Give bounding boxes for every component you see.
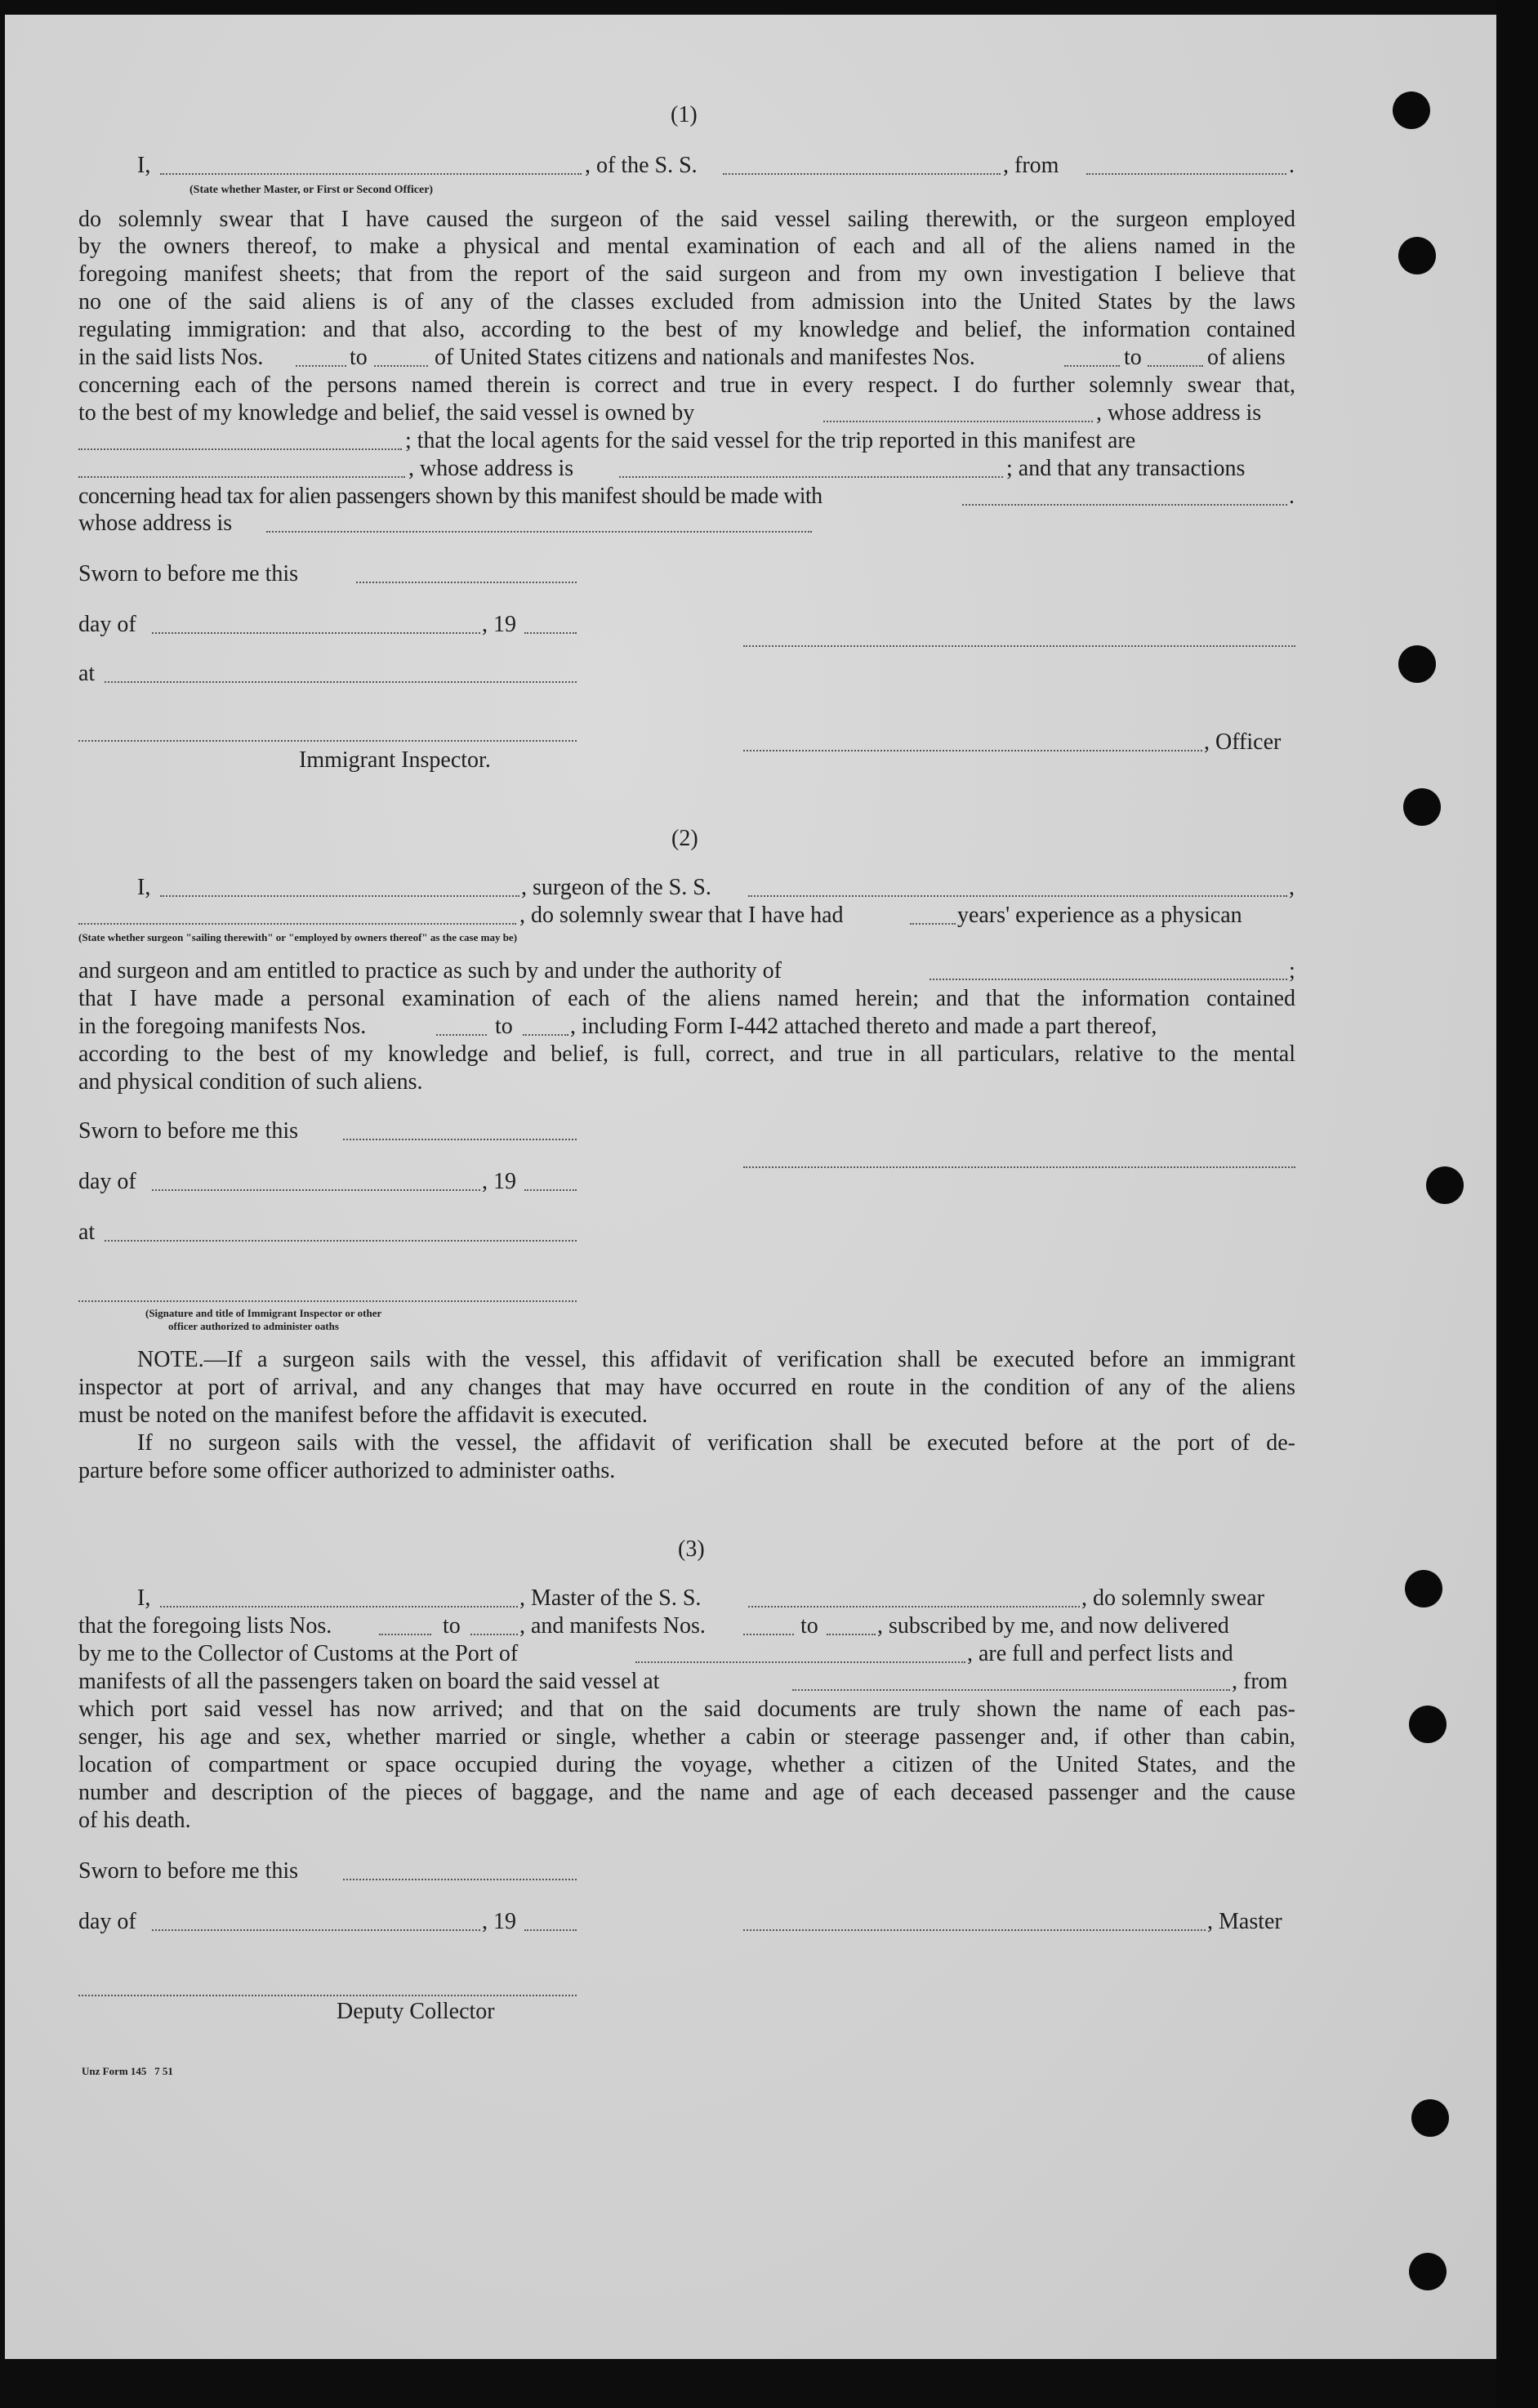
label-form-i442: , including Form I-442 attached thereto and made a part thereof,	[570, 1014, 1157, 1039]
label-local-agents: ; that the local agents for the said vessel for the trip reported in this manifest are	[405, 428, 1136, 453]
label-day-of: day of	[78, 1909, 136, 1934]
label-deputy-collector: Deputy Collector	[337, 1999, 495, 2024]
day-of-field[interactable]	[152, 1189, 480, 1191]
label-sworn: Sworn to before me this	[78, 1858, 299, 1884]
surgeon-manifests-from-field[interactable]	[436, 1034, 487, 1036]
label-year: , 19	[482, 1169, 516, 1194]
label-to: to	[443, 1613, 461, 1639]
owner-field[interactable]	[823, 421, 1093, 422]
signature-note: officer authorized to administer oaths	[168, 1320, 339, 1332]
surgeon-note: (State whether surgeon "sailing therewith" or "employed by owners thereof" as the case may be)	[78, 931, 518, 943]
manifests-to-field[interactable]	[827, 1634, 876, 1635]
officer-signature-top-line[interactable]	[743, 645, 1295, 647]
label-transactions: ; and that any transactions	[1006, 456, 1246, 481]
label-master: , Master	[1207, 1909, 1282, 1934]
year-field[interactable]	[524, 632, 577, 634]
label-day-of: day of	[78, 612, 136, 637]
label-day-of: day of	[78, 1169, 136, 1194]
para-line: that I have made a personal examination of each of the aliens named herein; and that the information contained	[78, 986, 1295, 1011]
master-name-field[interactable]	[160, 1606, 518, 1608]
sworn-date-field[interactable]	[356, 582, 577, 583]
label-master-ss: , Master of the S. S.	[519, 1585, 702, 1611]
administering-officer-signature-field[interactable]	[78, 1300, 577, 1302]
punch-hole	[1409, 1706, 1447, 1743]
manifests-from-field[interactable]	[1064, 365, 1120, 367]
label-head-tax: concerning head tax for alien passengers shown by this manifest should be made with	[78, 484, 822, 509]
sworn-date-field[interactable]	[343, 1879, 577, 1880]
year-field[interactable]	[524, 1189, 577, 1191]
punch-hole	[1398, 237, 1436, 274]
punch-hole	[1411, 2099, 1449, 2137]
form-identifier: Unz Form 145 7 51	[82, 2065, 173, 2077]
label-year: , 19	[482, 612, 516, 637]
label-years-experience: years' experience as a physican	[957, 903, 1242, 928]
label-sworn: Sworn to before me this	[78, 561, 299, 586]
para-line: and physical condition of such aliens.	[78, 1069, 423, 1095]
label-whose-address-3: whose address is	[78, 511, 233, 536]
para-line: which port said vessel has now arrived; and that on the said documents are truly shown the name of each pas-	[78, 1697, 1295, 1722]
label-of-ss: , of the S. S.	[585, 153, 698, 178]
semicolon: ;	[1289, 958, 1295, 983]
at-field[interactable]	[105, 681, 577, 683]
owner-address-field[interactable]	[78, 448, 402, 450]
section-3-heading: (3)	[678, 1536, 705, 1562]
note-line: must be noted on the manifest before the affidavit is executed.	[78, 1402, 648, 1428]
label-i: I,	[137, 875, 151, 900]
label-solemnly-swear: , do solemnly swear	[1081, 1585, 1264, 1611]
authority-field[interactable]	[929, 979, 1287, 980]
punch-hole	[1405, 1570, 1442, 1608]
from-port-field[interactable]	[1086, 173, 1286, 175]
label-sworn: Sworn to before me this	[78, 1118, 299, 1144]
label-owned-by: to the best of my knowledge and belief, the said vessel is owned by	[78, 400, 695, 426]
para-line: number and description of the pieces of baggage, and the name and age of each deceased passenger and the cause	[78, 1780, 1295, 1805]
surgeon-vessel-field[interactable]	[748, 895, 1287, 897]
label-whose-address-2: , whose address is	[408, 456, 574, 481]
note-line: NOTE.—If a surgeon sails with the vessel, this affidavit of verification shall be executed before an immigrant	[137, 1347, 1295, 1372]
punch-hole	[1409, 2253, 1447, 2290]
scan-edge	[1496, 0, 1538, 2408]
officer-note: (State whether Master, or First or Second Officer)	[189, 184, 434, 196]
lists-to-field[interactable]	[374, 365, 428, 367]
punch-hole	[1398, 645, 1436, 683]
para-line: foregoing manifest sheets; that from the report of the said surgeon and from my own investigation I believe that	[78, 261, 1295, 287]
inspector-signature-field[interactable]	[78, 740, 577, 742]
para-line: senger, his age and sex, whether married or single, whether a cabin or steerage passenger and, if other than cabin,	[78, 1724, 1295, 1750]
para-line: location of compartment or space occupied during the voyage, whether a citizen of the United States, and the	[78, 1752, 1295, 1777]
surgeon-signature-field[interactable]	[743, 1166, 1295, 1168]
label-to: to	[495, 1014, 513, 1039]
port-field[interactable]	[635, 1661, 965, 1663]
head-tax-address-field[interactable]	[266, 531, 812, 533]
label-at: at	[78, 1220, 96, 1245]
para-line: concerning each of the persons named therein is correct and true in every respect. I do further solemnly swear that,	[78, 372, 1295, 398]
para-line: regulating immigration: and that also, according to the best of my knowledge and belief, the information contained	[78, 317, 1295, 342]
para-line: no one of the said aliens is of any of the classes excluded from admission into the United States by the laws	[78, 289, 1295, 314]
surgeon-status-field[interactable]	[78, 923, 516, 925]
vessel-name-field[interactable]	[723, 173, 1001, 175]
para-line: of his death.	[78, 1808, 191, 1833]
agents-address-field[interactable]	[619, 476, 1003, 478]
sworn-date-field[interactable]	[343, 1139, 577, 1140]
label-to: to	[800, 1613, 818, 1639]
lists-to-field[interactable]	[470, 1634, 518, 1635]
label-citizens-manifests: of United States citizens and nationals and manifestes Nos.	[435, 345, 975, 370]
label-collector-port: by me to the Collector of Customs at the Port of	[78, 1641, 519, 1666]
note-line: If no surgeon sails with the vessel, the affidavit of verification shall be executed before at the port of de-	[137, 1430, 1295, 1456]
collector-signature-field[interactable]	[78, 1995, 577, 1996]
label-i: I,	[137, 153, 151, 178]
period: .	[1289, 484, 1295, 509]
period: .	[1289, 153, 1295, 178]
comma: ,	[1289, 875, 1295, 900]
master-signature-field[interactable]	[743, 1929, 1206, 1931]
officer-name-field[interactable]	[160, 173, 582, 175]
head-tax-field[interactable]	[962, 504, 1287, 506]
para-line: do solemnly swear that I have caused the surgeon of the said vessel sailing therewith, or the surgeon employed	[78, 207, 1295, 232]
label-i: I,	[137, 1585, 151, 1611]
para-line: according to the best of my knowledge and belief, is full, correct, and true in all particulars, relative to the mental	[78, 1041, 1295, 1067]
label-whose-address: , whose address is	[1096, 400, 1262, 426]
label-authority: and surgeon and am entitled to practice as such by and under the authority of	[78, 958, 782, 983]
surgeon-manifests-to-field[interactable]	[523, 1034, 568, 1036]
signature-note: (Signature and title of Immigrant Inspector or other	[145, 1307, 382, 1319]
note-line: inspector at port of arrival, and any changes that may have occurred en route in the condition of any of the aliens	[78, 1375, 1295, 1400]
manifests-to-field[interactable]	[1148, 365, 1203, 367]
year-field[interactable]	[524, 1929, 577, 1931]
at-field[interactable]	[105, 1240, 577, 1242]
label-from: , from	[1003, 153, 1059, 178]
label-at: at	[78, 661, 96, 686]
years-field[interactable]	[910, 923, 956, 925]
punch-hole	[1403, 788, 1441, 826]
punch-hole	[1426, 1166, 1464, 1204]
label-and-manifests: , and manifests Nos.	[519, 1613, 706, 1639]
label-full-perfect: , are full and perfect lists and	[967, 1641, 1233, 1666]
master-vessel-field[interactable]	[748, 1606, 1080, 1608]
lists-from-field[interactable]	[296, 365, 346, 367]
label-taken-on-board: manifests of all the passengers taken on board the said vessel at	[78, 1669, 660, 1694]
agents-field[interactable]	[78, 476, 405, 478]
section-2-heading: (2)	[671, 826, 698, 851]
officer-signature-field[interactable]	[743, 750, 1202, 751]
para-line: by the owners thereof, to make a physical and mental examination of each and all of the aliens named in the	[78, 234, 1295, 259]
label-year: , 19	[482, 1909, 516, 1934]
day-of-field[interactable]	[152, 1929, 480, 1931]
label-foregoing-manifests: in the foregoing manifests Nos.	[78, 1014, 367, 1039]
day-of-field[interactable]	[152, 632, 480, 634]
label-inspector: Immigrant Inspector.	[299, 747, 491, 773]
embark-port-field[interactable]	[792, 1689, 1230, 1691]
label-surgeon-ss: , surgeon of the S. S.	[521, 875, 711, 900]
punch-hole	[1393, 91, 1430, 129]
label-lists-nos: in the said lists Nos.	[78, 345, 264, 370]
label-of-aliens: of aliens	[1207, 345, 1286, 370]
label-officer: , Officer	[1204, 729, 1282, 755]
section-1-heading: (1)	[671, 102, 698, 127]
label-from: , from	[1232, 1669, 1288, 1694]
label-to: to	[350, 345, 368, 370]
label-subscribed: , subscribed by me, and now delivered	[877, 1613, 1229, 1639]
note-line: parture before some officer authorized to administer oaths.	[78, 1458, 616, 1483]
label-to: to	[1124, 345, 1142, 370]
lists-from-field[interactable]	[379, 1634, 431, 1635]
surgeon-name-field[interactable]	[160, 895, 519, 897]
label-swear-experience: , do solemnly swear that I have had	[519, 903, 844, 928]
label-foregoing-lists: that the foregoing lists Nos.	[78, 1613, 332, 1639]
manifests-from-field[interactable]	[743, 1634, 794, 1635]
